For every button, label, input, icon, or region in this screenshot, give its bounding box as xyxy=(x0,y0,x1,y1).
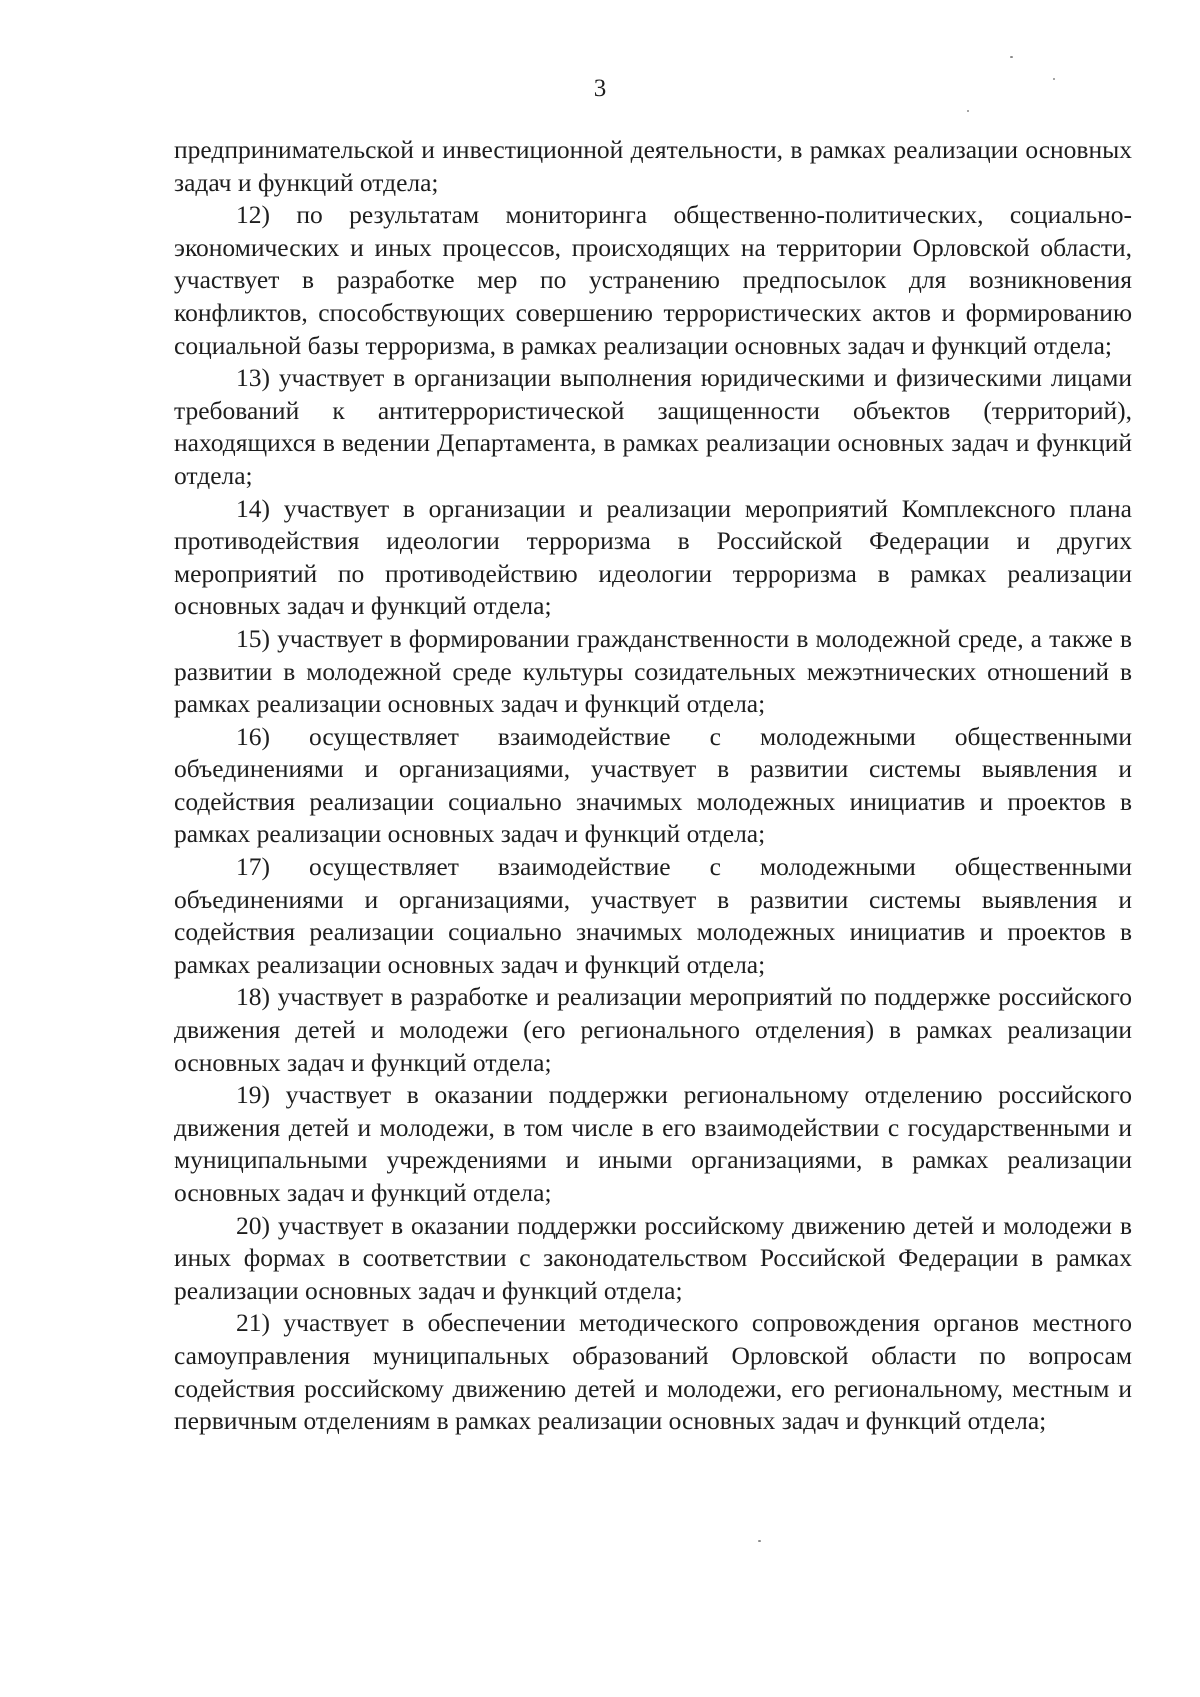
page-number: 3 xyxy=(593,75,607,102)
document-body xyxy=(174,134,1132,1438)
paragraph-item-16: 16) осуществляет взаимодействие с молодежными общественными объединениями и организациями, участвует в развитии системы выявления и содействия реализации социально значимых молодежных инициатив и проектов в рамках реализации основных задач и функций отдела; xyxy=(174,721,1132,849)
paragraph-item-14: 14) участвует в организации и реализации мероприятий Комплексного плана противодействия идеологии терроризма в Российской Федерации и других мероприятий по противодействию идеологии терроризма в рамках реализации основных задач и функций отдела; xyxy=(174,493,1132,621)
paragraph-item-21: 21) участвует в обеспечении методического сопровождения органов местного самоуправления муниципальных образований Орловской области по вопросам содействия российскому движению детей и молодежи, его региональному, местным и первичным отделениям в рамках реализации основных задач и функций отдела; xyxy=(174,1308,1132,1436)
scan-speck xyxy=(1010,56,1013,58)
paragraph-item-20: 20) участвует в оказании поддержки российскому движению детей и молодежи в иных формах в соответствии с законодательством Российской Федерации в рамках реализации основных задач и функций отдела; xyxy=(174,1210,1132,1305)
scan-speck xyxy=(967,110,969,112)
paragraph-item-15: 15) участвует в формировании гражданственности в молодежной среде, а также в развитии в молодежной среде культуры созидательных межэтнических отношений в рамках реализации основных задач и функций отдела; xyxy=(174,623,1132,719)
paragraph-item-18: 18) участвует в разработке и реализации мероприятий по поддержке российского движения детей и молодежи (его регионального отделения) в рамках реализации основных задач и функций отдела; xyxy=(174,982,1132,1077)
paragraph-item-13: 13) участвует в организации выполнения юридическими и физическими лицами требований к антитеррористической защищенности объектов (территорий), находящихся в ведении Департамента, в рамках реализации основных задач и функций отдела; xyxy=(174,363,1132,490)
paragraph-item-17: 17) осуществляет взаимодействие с молодежными общественными объединениями и организациями, участвует в развитии системы выявления и содействия реализации социально значимых молодежных инициатив и проектов в рамках реализации основных задач и функций отдела; xyxy=(174,852,1132,979)
scan-speck xyxy=(758,1540,761,1542)
paragraph-item-12: 12) по результатам мониторинга общественно-политических, социально-экономических и иных процессов, происходящих на территории Орловской области, участвует в разработке мер по устранению предпосылок для возникновения конфликтов, способствующих совершению террористических актов и формированию социальной базы терроризма, в рамках реализации основных задач и функций отдела; xyxy=(174,200,1132,360)
paragraph-continuation: предпринимательской и инвестиционной деятельности, в рамках реализации основных задач и функций отдела; xyxy=(174,135,1132,197)
scan-speck xyxy=(1053,78,1055,80)
paragraph-item-19: 19) участвует в оказании поддержки региональному отделению российского движения детей и молодежи, в том числе в его взаимодействии с государственными и муниципальными учреждениями и иными организациями, в рамках реализации основных задач и функций отдела; xyxy=(174,1080,1132,1207)
